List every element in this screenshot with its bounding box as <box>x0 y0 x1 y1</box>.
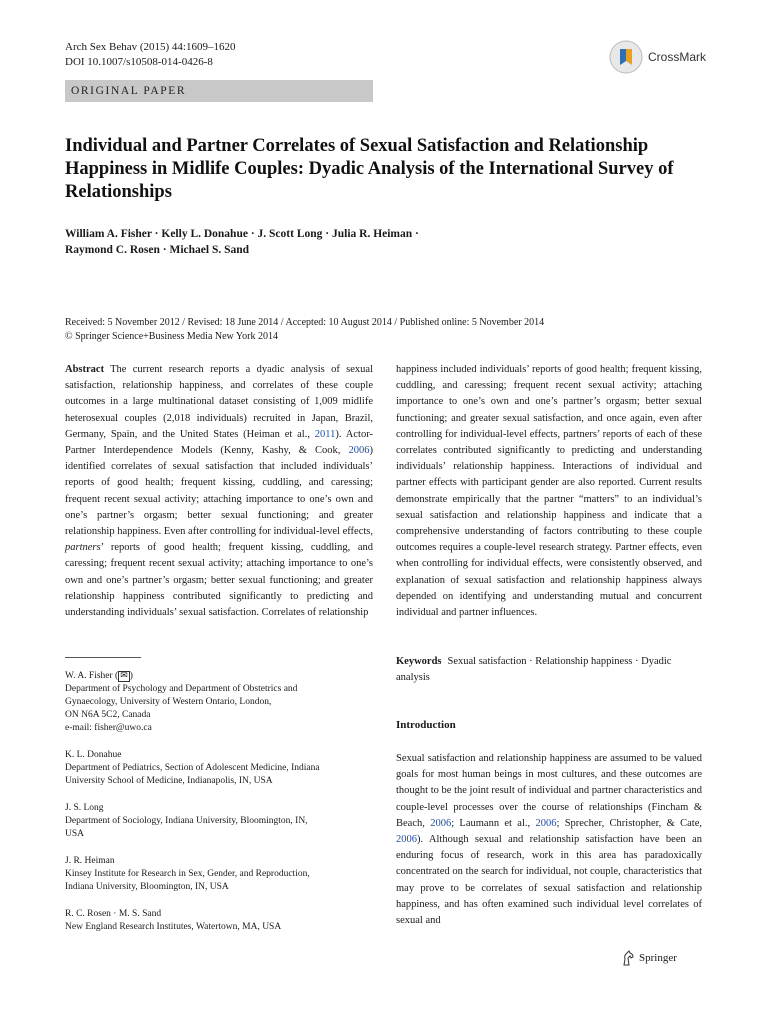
affiliation-email[interactable]: e-mail: fisher@uwo.ca <box>65 723 152 733</box>
abstract-text-1: The current research reports a dyadic analysis of sexual satisfaction, relationship happiness, and correlates of these couple outcomes in a large multinational dataset consisting of 1,009 midlife heterosexual couples (2,018 individuals) recruited in Japan, Brazil, Germany, Spain, and the United States (Heiman et al., <box>65 364 373 440</box>
affiliation-line: Gynaecology, University of Western Ontario, London, <box>65 697 272 707</box>
intro-text-1: Sexual satisfaction and relationship happiness are assumed to be valued goals for most human beings in most cultures, and these outcomes are thought to be the joint result of individual and partner characteristics and couple-level processes over the course of relationships (Fincham & Beach, <box>396 753 702 829</box>
author-line-1: William A. Fisher · Kelly L. Donahue · J. Scott Long · Julia R. Heiman · <box>65 228 419 240</box>
doi[interactable]: DOI 10.1007/s10508-014-0426-8 <box>65 56 213 68</box>
journal-citation: Arch Sex Behav (2015) 44:1609–1620 <box>65 41 236 53</box>
publisher-mark <box>621 950 677 966</box>
keywords-text: Sexual satisfaction · Relationship happiness · Dyadic analysis <box>396 656 672 683</box>
abstract-emphasis-partners: partners <box>65 542 101 554</box>
introduction-heading: Introduction <box>396 719 456 731</box>
affiliation-donahue <box>65 749 375 788</box>
crossmark-badge[interactable] <box>609 40 706 74</box>
affiliation-heiman <box>65 855 375 894</box>
affiliation-line: University School of Medicine, Indianapolis, IN, USA <box>65 776 273 786</box>
article-title: Individual and Partner Correlates of Sexual Satisfaction and Relationship Happiness in Midlife Couples: Dyadic Analysis of the International Survey of Relationships <box>65 136 674 202</box>
keywords <box>396 654 702 686</box>
intro-text-3: ; Sprecher, Christopher, & Cate, <box>556 817 702 829</box>
affiliation-line: Kinsey Institute for Research in Sex, Gender, and Reproduction, <box>65 869 310 879</box>
abstract-heading: Abstract <box>65 364 105 375</box>
publisher-name: Springer <box>639 952 677 964</box>
abstract-text-2: ). Actor-Partner Interdependence Models (Kenny, Kashy, & Cook, <box>65 428 373 457</box>
springer-horse-icon <box>621 950 635 966</box>
history-dates: Received: 5 November 2012 / Revised: 18 June 2014 / Accepted: 10 August 2014 / Published online: 5 November 2014 <box>65 317 545 328</box>
crossmark-label: CrossMark <box>648 50 707 64</box>
affiliation-line: Department of Pediatrics, Section of Adolescent Medicine, Indiana <box>65 763 320 773</box>
paper-type-banner: ORIGINAL PAPER <box>65 80 373 102</box>
affiliations <box>65 670 375 948</box>
abstract-text-3: ) identified correlates of sexual satisfaction that included individuals’ reports of good health; frequent kissing, cuddling, and caressing; frequent recent sexual activity; attaching importance to one’s own and one’s partner’s orgasm; better sexual functioning; and greater relationship happiness. Even after controlling for individual-level effects, <box>65 445 374 538</box>
author-list <box>65 226 665 258</box>
affiliation-name: W. A. Fisher ( ✉ ) <box>65 671 133 681</box>
affiliation-long <box>65 802 375 841</box>
footnote-divider <box>65 657 141 658</box>
citation-link-sprecher-2006[interactable]: 2006 <box>396 834 417 846</box>
intro-text-2: ; Laumann et al., <box>451 817 536 829</box>
citation-link-fincham-2006[interactable]: 2006 <box>430 817 452 829</box>
keywords-heading: Keywords <box>396 656 442 667</box>
introduction-paragraph <box>396 751 702 929</box>
abstract-right-column: happiness included individuals’ reports of good health; frequent kissing, cuddling, and caressing; frequent recent sexual activity; attaching importance to one’s own and one’s partner’s orgasm; better sexual functioning; and greater sexual satisfaction, and once again, even after controlling for individual-level effects, partners’ reports of each of these correlates contributed significantly to predicting and understanding individuals’ relationship happiness. Interactions of individual and partner effects with participant gender are also reported. Current results demonstrate empirically that the partner “matters” to an individual’s sexual satisfaction and relationship happiness and indicate that a comprehensive understanding of factors contributing to these couple outcomes requires a couple-level research strategy. Partner effects, even when controlling for individual effects, were consistently observed, and explanation of sexual satisfaction and relationship happiness always depended on identifying and understanding mutual and concurrent individual and partner influences. <box>396 364 702 619</box>
citation-link-laumann-2006[interactable]: 2006 <box>535 817 557 829</box>
citation-link-kenny-2006[interactable]: 2006 <box>348 445 370 457</box>
abstract-text-4: ’ reports of good health; frequent kissing, cuddling, and caressing; frequent recent sexual activity; attaching importance to one’s own and one’s partner’s orgasm; better sexual functioning; and greater relationship happiness contributed significantly to predicting and understanding individuals’ sexual satisfaction. Correlates of relationship <box>65 542 373 619</box>
journal-reference <box>65 40 235 70</box>
abstract-left-column <box>65 362 373 621</box>
author-line-2: Raymond C. Rosen · Michael S. Sand <box>65 244 250 256</box>
affiliation-name: J. S. Long <box>65 803 104 813</box>
affiliation-line: Department of Sociology, Indiana University, Bloomington, IN, <box>65 816 308 826</box>
affiliation-line: Indiana University, Bloomington, IN, USA <box>65 882 229 892</box>
envelope-icon[interactable]: ✉ <box>120 671 128 681</box>
affiliation-name: J. R. Heiman <box>65 856 115 866</box>
affiliation-line: Department of Psychology and Department of Obstetrics and <box>65 684 298 694</box>
affiliation-name: R. C. Rosen · M. S. Sand <box>65 909 162 919</box>
affiliation-fisher <box>65 670 375 735</box>
copyright-line: © Springer Science+Business Media New York 2014 <box>65 330 278 342</box>
affiliation-line: ON N6A 5C2, Canada <box>65 710 151 720</box>
intro-text-4: ). Although sexual and relationship satisfaction have been an enduring focus of research, work in this area has paradoxically concentrated on the search for individual, not couple, characteristics that may prove to be correlates of sexual satisfaction and relationship happiness, and has often examined such individual level correlates of sexual and <box>396 834 702 927</box>
article-history <box>65 316 705 343</box>
affiliation-line: USA <box>65 829 85 839</box>
affiliation-name: K. L. Donahue <box>65 750 122 760</box>
affiliation-line: New England Research Institutes, Watertown, MA, USA <box>65 922 282 932</box>
crossmark-icon <box>609 40 643 74</box>
citation-link-heiman-2011[interactable]: 2011 <box>314 428 336 440</box>
affiliation-rosen-sand <box>65 908 375 934</box>
